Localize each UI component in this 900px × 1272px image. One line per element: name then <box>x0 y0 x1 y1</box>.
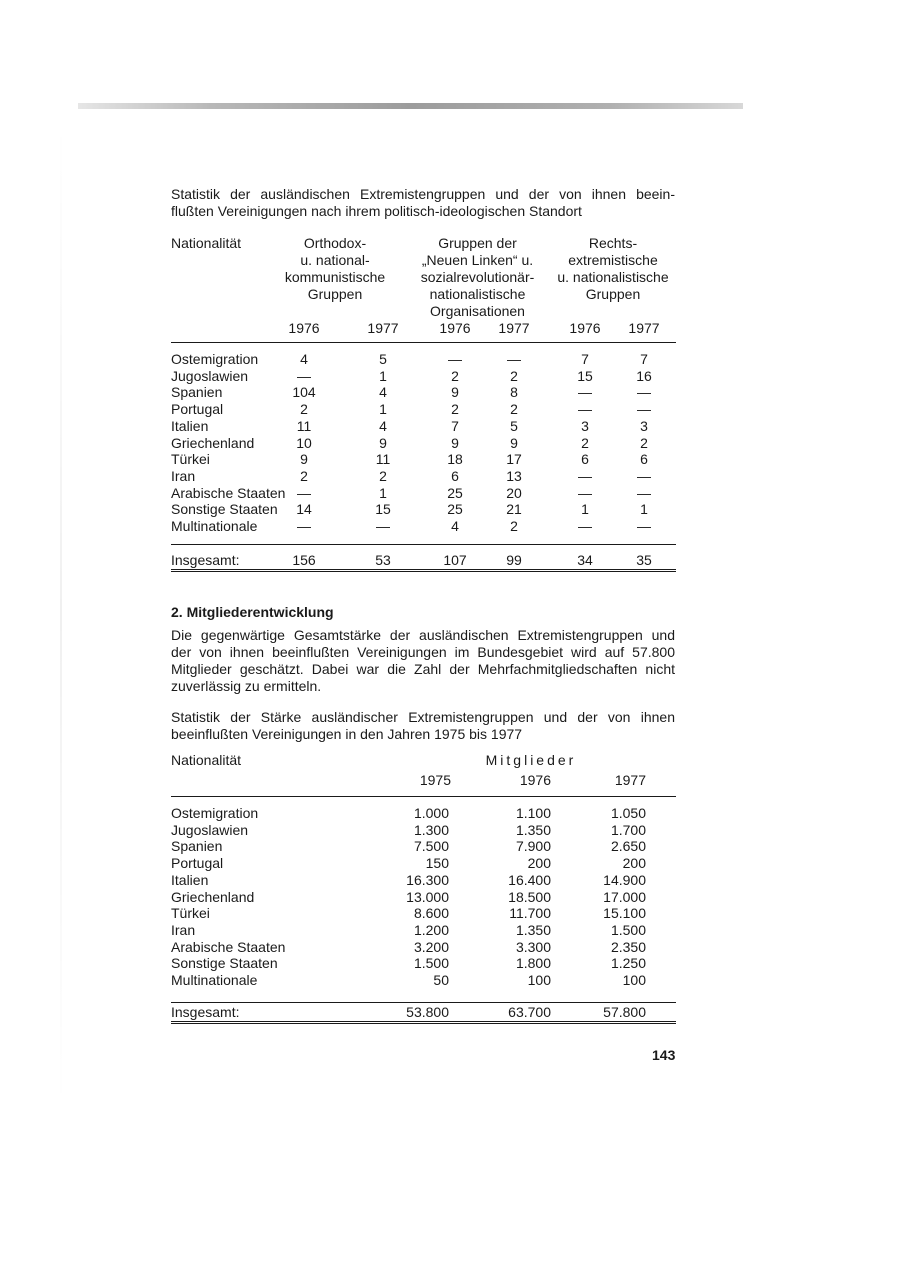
table-cell: 15.100 <box>603 905 646 922</box>
table-cell: 1.050 <box>610 805 646 821</box>
table-cell: 14.900 <box>603 871 646 888</box>
table-cell: 7 <box>581 351 589 367</box>
table-cell: 13 <box>506 467 522 484</box>
table1-header-rule <box>171 342 676 343</box>
table-cell: — <box>637 401 651 418</box>
row-label: Türkei <box>171 451 210 468</box>
table-cell: 16.400 <box>508 871 551 888</box>
total-cell: 53.800 <box>406 1004 449 1020</box>
table-cell: 1.100 <box>515 805 551 821</box>
total-cell: 35 <box>636 552 652 568</box>
table-cell: — <box>297 518 311 534</box>
table-row <box>171 518 676 535</box>
table-cell: 15 <box>577 367 593 384</box>
table-cell: 3 <box>640 417 648 434</box>
table-row <box>171 401 676 418</box>
row-label: Spanien <box>171 838 223 855</box>
table-cell: 1.250 <box>610 955 646 972</box>
table-cell: 4 <box>300 351 308 367</box>
year-cell: 1976 <box>569 320 601 336</box>
table-cell: 18 <box>447 451 463 468</box>
table-cell: 2 <box>640 434 648 451</box>
table-cell: 1.350 <box>515 921 551 938</box>
table-cell: — <box>637 384 651 401</box>
row-label: Arabische Staaten <box>171 938 286 955</box>
year-cell: 1976 <box>439 320 471 336</box>
header-line: Gruppen der <box>438 235 517 251</box>
row-label: Multinationale <box>171 518 258 534</box>
row-label: Jugoslawien <box>171 367 249 384</box>
table-cell: 1 <box>640 501 648 518</box>
table2-year-row <box>171 772 676 789</box>
table-cell: 2 <box>379 467 387 484</box>
table-row <box>171 838 676 855</box>
table-cell: 9 <box>300 451 308 468</box>
table-cell: 16.300 <box>406 871 449 888</box>
table-cell: 14 <box>296 501 312 518</box>
table-cell: 20 <box>506 484 522 501</box>
table-cell: 13.000 <box>406 888 449 905</box>
total-cell: 156 <box>292 552 316 568</box>
header-line: u. national- <box>300 252 370 268</box>
table-cell: 2.350 <box>610 938 646 955</box>
table-cell: 2.650 <box>610 838 646 855</box>
table-cell: 2 <box>510 367 518 384</box>
table-cell: 11 <box>375 451 391 468</box>
nationality-header: Nationalität <box>171 235 242 251</box>
group2-header <box>405 235 550 320</box>
table-cell: 10 <box>296 434 312 451</box>
table-cell: 1.000 <box>413 805 449 821</box>
row-label: Ostemigration <box>171 351 259 367</box>
table-row <box>171 435 676 452</box>
table-cell: 104 <box>292 384 316 401</box>
table-cell: — <box>637 518 651 534</box>
total-cell: 99 <box>506 552 522 568</box>
caption-line: Statistik der ausländischen Extremistengruppen und der von ihnen beein- <box>171 186 675 202</box>
scan-artifact-edge <box>60 120 62 1110</box>
year-cell: 1975 <box>419 772 451 788</box>
table-cell: 9 <box>379 434 387 451</box>
table-cell: 50 <box>433 972 449 988</box>
section-heading: 2. Mitgliederentwicklung <box>171 604 334 620</box>
header-line: extremistische <box>568 252 658 268</box>
table-row <box>171 905 676 922</box>
table-cell: 100 <box>622 972 646 988</box>
year-cell: 1977 <box>628 320 660 336</box>
table-cell: — <box>297 484 311 501</box>
row-label: Italien <box>171 417 209 434</box>
page-number: 143 <box>652 1047 676 1063</box>
row-label: Ostemigration <box>171 805 259 821</box>
table1-total-rule <box>171 544 676 545</box>
table-cell: 5 <box>510 417 518 434</box>
table-cell: 11 <box>296 417 312 434</box>
header-line: Gruppen <box>585 286 641 302</box>
table-cell: — <box>578 467 592 484</box>
table-cell: 5 <box>379 351 387 367</box>
table-cell: 1.300 <box>413 821 449 838</box>
table-cell: — <box>637 467 651 484</box>
table-cell: 7.900 <box>515 838 551 855</box>
header-line: u. nationalistische <box>557 269 669 285</box>
row-label: Spanien <box>171 384 223 401</box>
table-row <box>171 889 676 906</box>
table-cell: 25 <box>447 484 463 501</box>
table-cell: 150 <box>425 855 449 872</box>
table-cell: 1.350 <box>515 821 551 838</box>
year-cell: 1977 <box>367 320 399 336</box>
table-cell: 1.500 <box>610 921 646 938</box>
table-cell: 1 <box>379 484 387 501</box>
table-cell: 2 <box>510 518 518 534</box>
row-label: Jugoslawien <box>171 821 249 838</box>
total-cell: 34 <box>577 552 593 568</box>
table-cell: 1.200 <box>413 921 449 938</box>
table-cell: 15 <box>375 501 391 518</box>
table-cell: 2 <box>300 467 308 484</box>
table-cell: 7.500 <box>413 838 449 855</box>
table2-total-row <box>171 1004 676 1021</box>
table-cell: 6 <box>451 467 459 484</box>
row-label: Portugal <box>171 855 224 872</box>
table-cell: 11.700 <box>509 905 551 922</box>
nationality-header: Nationalität <box>171 752 242 768</box>
row-label: Griechenland <box>171 888 255 905</box>
table-cell: 21 <box>506 501 522 518</box>
total-cell: 53 <box>375 552 391 568</box>
table-cell: — <box>578 401 592 418</box>
row-label: Sonstige Staaten <box>171 501 278 518</box>
table-cell: 2 <box>300 401 308 418</box>
row-label: Iran <box>171 921 196 938</box>
year-cell: 1976 <box>519 772 551 788</box>
header-line: nationalistische <box>429 286 526 302</box>
header-line: kommunistische <box>284 269 386 285</box>
table-cell: 18.500 <box>508 888 551 905</box>
table-cell: 4 <box>379 417 387 434</box>
group3-header <box>548 235 678 303</box>
total-cell: 57.800 <box>603 1004 646 1020</box>
row-label: Multinationale <box>171 972 258 988</box>
row-label: Sonstige Staaten <box>171 955 278 972</box>
group1-header <box>270 235 400 303</box>
table-row <box>171 955 676 972</box>
year-cell: 1977 <box>614 772 646 788</box>
table2-header-rule <box>171 796 676 797</box>
caption-line: beeinflußten Vereinigungen in den Jahren 1975 bis 1977 <box>171 726 523 742</box>
table-cell: 16 <box>636 367 652 384</box>
header-line: Organisationen <box>430 303 525 319</box>
table-row <box>171 872 676 889</box>
paragraph-line: der von ihnen beeinflußten Vereinigungen im Bundesgebiet wird auf 57.800 <box>171 644 675 660</box>
table-cell: 8.600 <box>413 905 449 922</box>
table-cell: 200 <box>622 855 646 872</box>
total-label: Insgesamt: <box>171 1004 240 1020</box>
paragraph-line: zuverlässig zu ermitteln. <box>171 678 322 694</box>
table-row <box>171 972 676 989</box>
row-label: Iran <box>171 467 196 484</box>
header-line: Rechts- <box>588 235 638 251</box>
table-cell: 4 <box>451 518 459 534</box>
table-cell: 1.700 <box>610 821 646 838</box>
table-row <box>171 384 676 401</box>
table-cell: 9 <box>451 384 459 401</box>
table-cell: 1 <box>581 501 589 518</box>
table-cell: 6 <box>640 451 648 468</box>
table1-caption <box>171 186 675 220</box>
paragraph-line: Mitglieder geschätzt. Dabei war die Zahl der Mehrfachmitgliedschaften nicht <box>171 661 675 677</box>
table-cell: 2 <box>581 434 589 451</box>
table-cell: 1 <box>379 401 387 418</box>
table-row <box>171 805 676 822</box>
header-line: „Neuen Linken“ u. <box>421 252 534 268</box>
table-row <box>171 418 676 435</box>
year-cell: 1977 <box>498 320 530 336</box>
table-cell: 17 <box>506 451 522 468</box>
table-row <box>171 485 676 502</box>
table-cell: 3.300 <box>515 938 551 955</box>
table-cell: 8 <box>510 384 518 401</box>
table2-bottom-rule <box>171 1021 676 1024</box>
table-cell: — <box>578 384 592 401</box>
total-cell: 63.700 <box>508 1004 551 1020</box>
table-row <box>171 351 676 368</box>
table-cell: 17.000 <box>603 888 646 905</box>
caption-line: flußten Vereinigungen nach ihrem politisch-ideologischen Standort <box>171 203 582 219</box>
header-line: Orthodox- <box>303 235 367 251</box>
table-cell: — <box>637 484 651 501</box>
table-cell: 100 <box>527 972 551 988</box>
table1-bottom-rule <box>171 569 676 572</box>
table-cell: 1 <box>379 367 387 384</box>
table-cell: 2 <box>451 401 459 418</box>
table-cell: 1.500 <box>413 955 449 972</box>
scan-artifact-bar <box>78 103 743 109</box>
table-row <box>171 451 676 468</box>
row-label: Arabische Staaten <box>171 484 286 501</box>
table-cell: 4 <box>379 384 387 401</box>
total-cell: 107 <box>443 552 467 568</box>
table-cell: 7 <box>640 351 648 367</box>
table-cell: 2 <box>451 367 459 384</box>
table-cell: — <box>448 351 462 367</box>
table-cell: — <box>578 484 592 501</box>
table-row <box>171 822 676 839</box>
row-label: Portugal <box>171 401 224 418</box>
table-row <box>171 501 676 518</box>
year-cell: 1976 <box>288 320 320 336</box>
total-label: Insgesamt: <box>171 552 240 568</box>
table1-total-row <box>171 552 676 569</box>
table-row <box>171 468 676 485</box>
table-row <box>171 368 676 385</box>
year-header-row <box>171 320 676 337</box>
table-cell: — <box>297 367 311 384</box>
row-label: Griechenland <box>171 434 255 451</box>
table-cell: 7 <box>451 417 459 434</box>
table-cell: 3.200 <box>413 938 449 955</box>
table-row <box>171 939 676 956</box>
row-label: Italien <box>171 871 209 888</box>
table-cell: 200 <box>527 855 551 872</box>
table-cell: — <box>507 351 521 367</box>
table-cell: 1.800 <box>515 955 551 972</box>
table2-caption <box>171 709 675 743</box>
table-cell: — <box>376 518 390 534</box>
table-cell: 9 <box>510 434 518 451</box>
paragraph-line: Die gegenwärtige Gesamtstärke der ausländischen Extremistengruppen und <box>171 627 675 643</box>
members-header: Mitglieder <box>485 752 577 768</box>
header-line: sozialrevolutionär- <box>420 269 535 285</box>
row-label: Türkei <box>171 905 210 922</box>
table-cell: 25 <box>447 501 463 518</box>
table-cell: 6 <box>581 451 589 468</box>
table-cell: 2 <box>510 401 518 418</box>
table-row <box>171 922 676 939</box>
table-cell: 9 <box>451 434 459 451</box>
table-cell: 3 <box>581 417 589 434</box>
header-line: Gruppen <box>307 286 363 302</box>
section-paragraph <box>171 627 675 695</box>
table-row <box>171 855 676 872</box>
caption-line: Statistik der Stärke ausländischer Extremistengruppen und der von ihnen <box>171 709 675 725</box>
table-cell: — <box>578 518 592 534</box>
table2-total-rule <box>171 1002 676 1003</box>
